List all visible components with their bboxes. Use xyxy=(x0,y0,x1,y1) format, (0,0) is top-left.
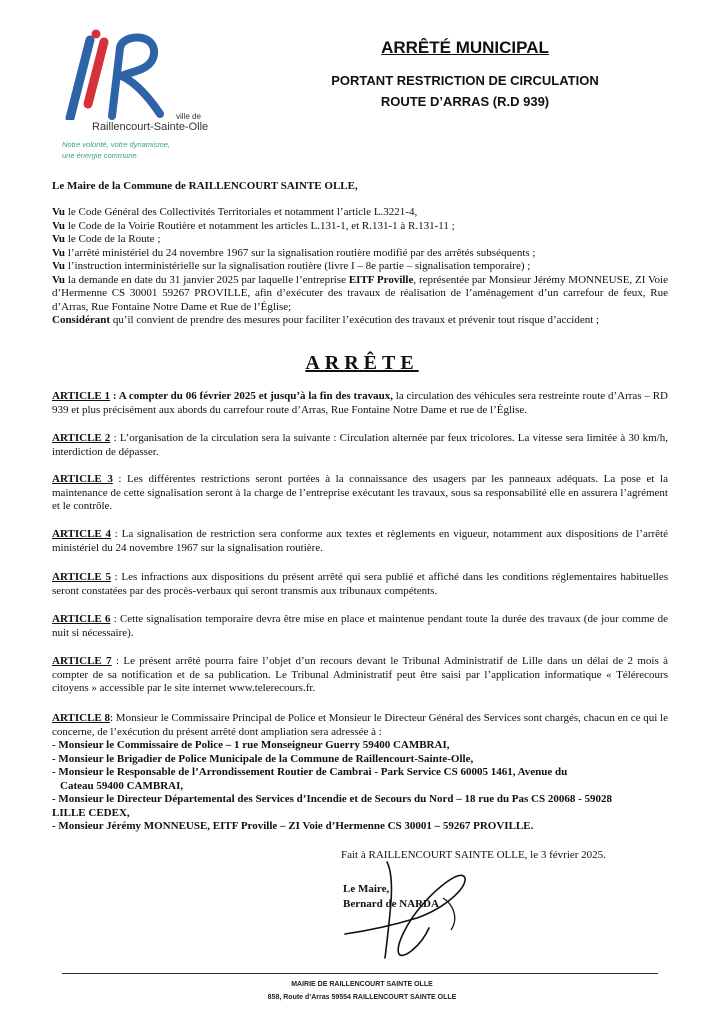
footer-line-1: MAIRIE DE RAILLENCOURT SAINTE OLLE xyxy=(291,981,433,988)
mayor-name: Bernard de NARDA xyxy=(343,898,439,910)
slogan-line-1: Notre volonté, votre dynamisme, xyxy=(62,140,170,149)
visa-demande: Vu la demande en date du 31 janvier 2025 par laquelle l’entreprise EITF Proville, représentée par Monsieur Jérémy MONNEUSE, ZI Voie d’Hermenne CS 30001 59267 PROVILLE, afin d’exécuter des travaux de réalisation de l’aménagement d’un carrefour de feux, Rue d’Arras, Rue Fontaine Notre Dame et Rue de l’Église; xyxy=(52,273,668,313)
mayor-role: Le Maire, xyxy=(343,883,390,895)
recipient-line: - Monsieur Jérémy MONNEUSE, EITF Proville – ZI Voie d’Hermenne CS 30001 – 59267 PROVILLE. xyxy=(52,820,534,832)
footer-line-2: 858, Route d’Arras 59554 RAILLENCOURT SAINTE OLLE xyxy=(267,994,457,1001)
article-3: ARTICLE 3 : Les différentes restrictions seront portées à la connaissance des usagers par les panneaux adéquats. La pose et la maintenance de cette signalisation seront à la charge de l’entreprise exécutant les travaux, sous sa responsabilité elle en assurera l’agrément et le contrôle. xyxy=(52,473,668,512)
considerant-line: Considérant qu’il convient de prendre des mesures pour faciliter l’exécution des travaux et prévenir tout risque d’accident ; xyxy=(52,314,600,326)
recipient-line: LILLE CEDEX, xyxy=(52,806,130,819)
document-subtitle-2: ROUTE D’ARRAS (R.D 939) xyxy=(380,94,550,109)
article-1: ARTICLE 1 : A compter du 06 février 2025 et jusqu’à la fin des travaux, la circulation des véhicules sera restreinte route d’Arras – RD 939 et plus précisément aux abords du carrefour route d’Arras, Rue Fontaine Notre Dame et rue de l’Église. xyxy=(52,390,668,416)
recipient-line: - Monsieur le Brigadier de Police Municipale de la Commune de Raillencourt-Sainte-Olle, xyxy=(52,752,474,765)
article-6: ARTICLE 6 : Cette signalisation temporaire devra être mise en place et maintenue pendant toute la durée des travaux (de jour comme de nuit si nécessaire). xyxy=(52,613,668,639)
document-subtitle-1: PORTANT RESTRICTION DE CIRCULATION xyxy=(331,73,599,88)
recipient-line: Cateau 59400 CAMBRAI, xyxy=(60,779,184,792)
visa-line: Vu l’arrêté ministériel du 24 novembre 1967 sur la signalisation routière modifié par des arrêtés subséquents ; xyxy=(52,246,536,259)
intro-line: Le Maire de la Commune de RAILLENCOURT SAINTE OLLE, xyxy=(52,180,358,192)
town-logo xyxy=(52,28,232,168)
article-4: ARTICLE 4 : La signalisation de restriction sera conforme aux textes et règlements en vigueur, notamment aux dispositions de l’arrêté ministériel du 24 novembre 1967 sur la signalisation routière. xyxy=(52,528,668,554)
visas-block xyxy=(52,206,668,328)
article-2: ARTICLE 2 : L’organisation de la circulation sera la suivante : Circulation alternée par feux tricolores. La vitesse sera limitée à 30 km/h, interdiction de dépasser. xyxy=(52,432,668,458)
logo-commune-name: Raillencourt-Sainte-Olle xyxy=(92,121,209,133)
place-date: Fait à RAILLENCOURT SAINTE OLLE, le 3 février 2025. xyxy=(341,849,606,861)
arrete-heading: ARRÊTE xyxy=(305,352,419,374)
visa-line: Vu le Code Général des Collectivités Territoriales et notamment l’article L.3221-4, xyxy=(52,206,418,218)
document-title: ARRÊTÉ MUNICIPAL xyxy=(381,38,549,57)
visa-line: Vu le Code de la Voirie Routière et notamment les articles L.131-1, et R.131-1 à R.131-11 ; xyxy=(52,219,455,232)
article-8-intro: ARTICLE 8: Monsieur le Commissaire Principal de Police et Monsieur le Directeur Général des Services sont chargés, chacun en ce qui le concerne, de l’exécution du présent arrêté dont ampliation sera adressée à : xyxy=(52,712,668,738)
slogan-line-2: une énergie commune. xyxy=(62,151,139,160)
handwritten-signature-icon xyxy=(325,858,475,968)
footer-divider xyxy=(62,973,658,974)
article-8 xyxy=(52,712,668,834)
logo-slogan xyxy=(62,139,222,161)
recipient-line: - Monsieur le Directeur Départemental des Services d’Incendie et de Secours du Nord – 18 rue du Pas CS 20068 - 59028 xyxy=(52,793,613,805)
recipient-line: - Monsieur le Commissaire de Police – 1 rue Monseigneur Guerry 59400 CAMBRAI, xyxy=(52,739,450,751)
logo-ville-label: ville de xyxy=(176,112,201,121)
article-7: ARTICLE 7 : Le présent arrêté pourra faire l’objet d’un recours devant le Tribunal Administratif de Lille dans un délai de 2 mois à compter de sa notification et de sa publication. Le Tribunal Administratif peut être saisi par l’application informatique « Télérecours citoyens » accessible par le site internet www.telerecours.fr. xyxy=(52,655,668,694)
visa-line: Vu l’instruction interministérielle sur la signalisation routière (livre I – 8e partie – signalisation temporaire) ; xyxy=(52,260,531,272)
visa-line: Vu le Code de la Route ; xyxy=(52,233,161,245)
logo-mark-icon xyxy=(60,28,170,120)
article-5: ARTICLE 5 : Les infractions aux dispositions du présent arrêté qui sera publié et affiché dans les conditions réglementaires habituelles seront constatées par des procès-verbaux qui seront transmis aux tribunaux compétents. xyxy=(52,571,668,597)
recipient-line: - Monsieur le Responsable de l’Arrondissement Routier de Cambrai - Park Service CS 60005 1461, Avenue du xyxy=(52,766,568,778)
